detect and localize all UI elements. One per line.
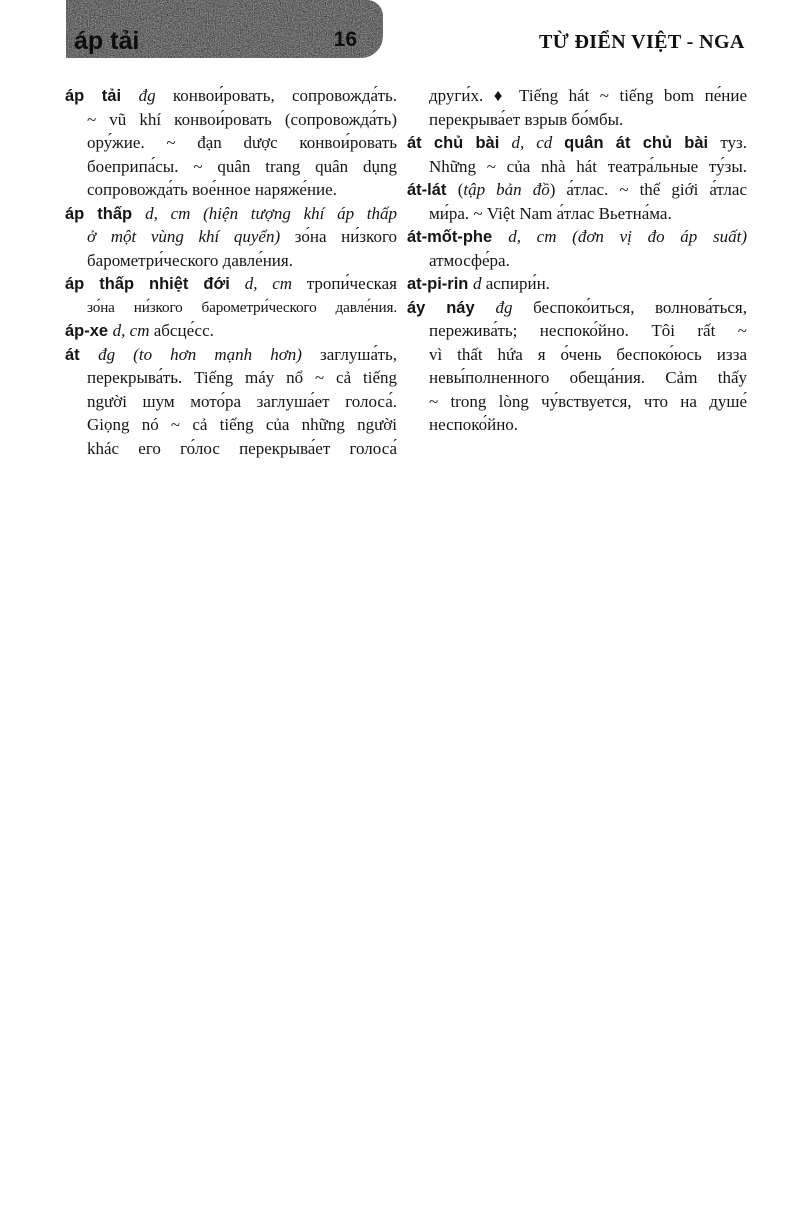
entry-ap-tai [65,84,397,202]
entry-ap-xe [65,319,397,343]
entry-line [407,155,747,179]
header-banner [66,0,383,58]
entry-at-pi-rin [407,272,747,296]
entry-line [407,413,747,437]
plain-text: ~ vũ khí конвои́ровать (сопровожда́ть) [87,109,397,129]
entry-line [65,413,397,437]
bold-text: áy náy [407,298,496,317]
dictionary-title: TỪ ĐIỂN VIỆT - NGA [539,31,745,53]
italic-text: đg (to hơn mạnh hơn) [98,344,321,364]
italic-text: tập bản đồ [463,180,550,199]
plain-text: перекрыва́ть. Tiếng máy nổ ~ cả tiếng [87,368,397,387]
entry-line [407,319,747,343]
plain-text: боеприпа́сы. ~ quân trang quân dụng [87,156,397,176]
entry-ap-thap-nhiet-doi [65,272,397,319]
entry-line [407,84,747,108]
plain-text: ору́жие. ~ đạn dược конвои́ровать [87,133,397,152]
plain-text: зо́на ни́зкого [294,227,398,246]
entry-line [407,131,747,155]
right-column [407,84,747,460]
text-columns [65,84,747,460]
entry-line [407,296,747,320]
plain-text: конвои́ровать, сопровожда́ть. [172,86,398,105]
entry-at-lat [407,178,747,225]
entry-line [407,202,747,226]
page-number: 16 [333,28,357,51]
entry-line [65,390,397,414]
entry-line [65,343,397,367]
bold-text: áp tải [65,87,139,105]
entry-at-chu-bai [407,131,747,178]
plain-text: атмосфе́ра. [429,250,510,270]
plain-text: перекрыва́ет взрыв бо́мбы. [429,109,624,129]
entry-line [65,366,397,390]
entry-line [65,178,397,202]
entry-line [65,296,397,320]
plain-text: невы́полненного обеща́ния. Cảm thấy [429,368,747,387]
plain-text: ми́ра. ~ Việt Nam а́тлас Вьетна́ма. [429,203,672,223]
entry-line [65,225,397,249]
plain-text: туз. [720,133,747,152]
plain-text: заглуша́ть, [320,344,398,364]
bold-text: át chủ bài [407,134,512,152]
plain-text: người шум мото́ра заглуша́ет голоса́. [87,391,397,411]
entry-line [65,272,397,296]
plain-text: ( [457,180,464,199]
plain-text: ) а́тлас. ~ thế giới а́тлас [549,180,748,199]
bold-text: quân át chủ bài [564,134,721,152]
entry-line [407,366,747,390]
italic-text: đg [138,86,173,105]
bold-text: át-lát [407,181,458,199]
entry-line [65,319,397,343]
plain-text: пережива́ть; неспоко́йно. Tôi rất ~ [429,321,747,340]
plain-text: други́х. ♦ Tiếng hát ~ tiếng bom пе́ние [429,86,747,105]
entry-line [65,249,397,273]
left-column [65,84,397,460]
plain-text: аспири́н. [485,274,550,293]
entry-ap-thap [65,202,397,273]
italic-text: d, cm [112,321,154,340]
entry-line [65,437,397,461]
italic-text: d, cm (hiện tượng khí áp thấp [145,203,398,223]
italic-text: d, cm (đơn vị đo áp suất) [508,227,747,246]
italic-text: d, cm [244,274,307,293]
entry-line [65,108,397,132]
entry-line [407,108,747,132]
bold-text: áp thấp nhiệt đới [65,275,245,293]
plain-text: беспоко́иться, волнова́ться, [533,297,747,317]
bold-text: át-mốt-phe [407,228,509,246]
plain-text: ~ trong lòng чу́вствуется, что на душе́ [429,391,747,411]
bold-text: at-pi-rin [407,275,473,293]
bold-text: áp thấp [65,204,146,223]
entry-line [65,131,397,155]
entry-line [65,202,397,226]
plain-text: vì thất hứa я о́чень беспоко́юсь изза [429,344,747,364]
plain-text: Những ~ của nhà hát театра́льные ту́зы. [429,156,747,176]
bold-text: áp-xe [65,322,113,340]
italic-text: d, cd [511,133,565,152]
entry-line [65,155,397,179]
entry-line [407,225,747,249]
entry-ay-nay [407,296,747,437]
entry-at-continuation [407,84,747,131]
plain-text: абсце́сс. [153,321,214,340]
plain-text: неспоко́йно. [429,415,519,434]
plain-text: зо́на ни́зкого барометри́ческого давле́ния. [87,298,397,316]
plain-text: сопровожда́ть вое́нное наряже́ние. [87,180,337,199]
plain-text: барометри́ческого давле́ния. [87,250,293,270]
entry-at-mot-phe [407,225,747,272]
plain-text: Giọng nó ~ cả tiếng của những người [87,415,397,434]
banner-headword: áp tải [74,27,140,55]
italic-text: d [472,274,486,293]
entry-line [407,178,747,202]
entry-at [65,343,397,461]
entry-line [407,272,747,296]
bold-text: át [65,345,99,364]
italic-text: đg [495,297,534,317]
entry-line [407,249,747,273]
italic-text: ở một vùng khí quyển) [87,227,295,246]
entry-line [407,390,747,414]
plain-text: khác его го́лос перекрыва́ет голоса́ [87,438,397,458]
plain-text: тропи́ческая [306,274,397,293]
entry-line [65,84,397,108]
entry-line [407,343,747,367]
